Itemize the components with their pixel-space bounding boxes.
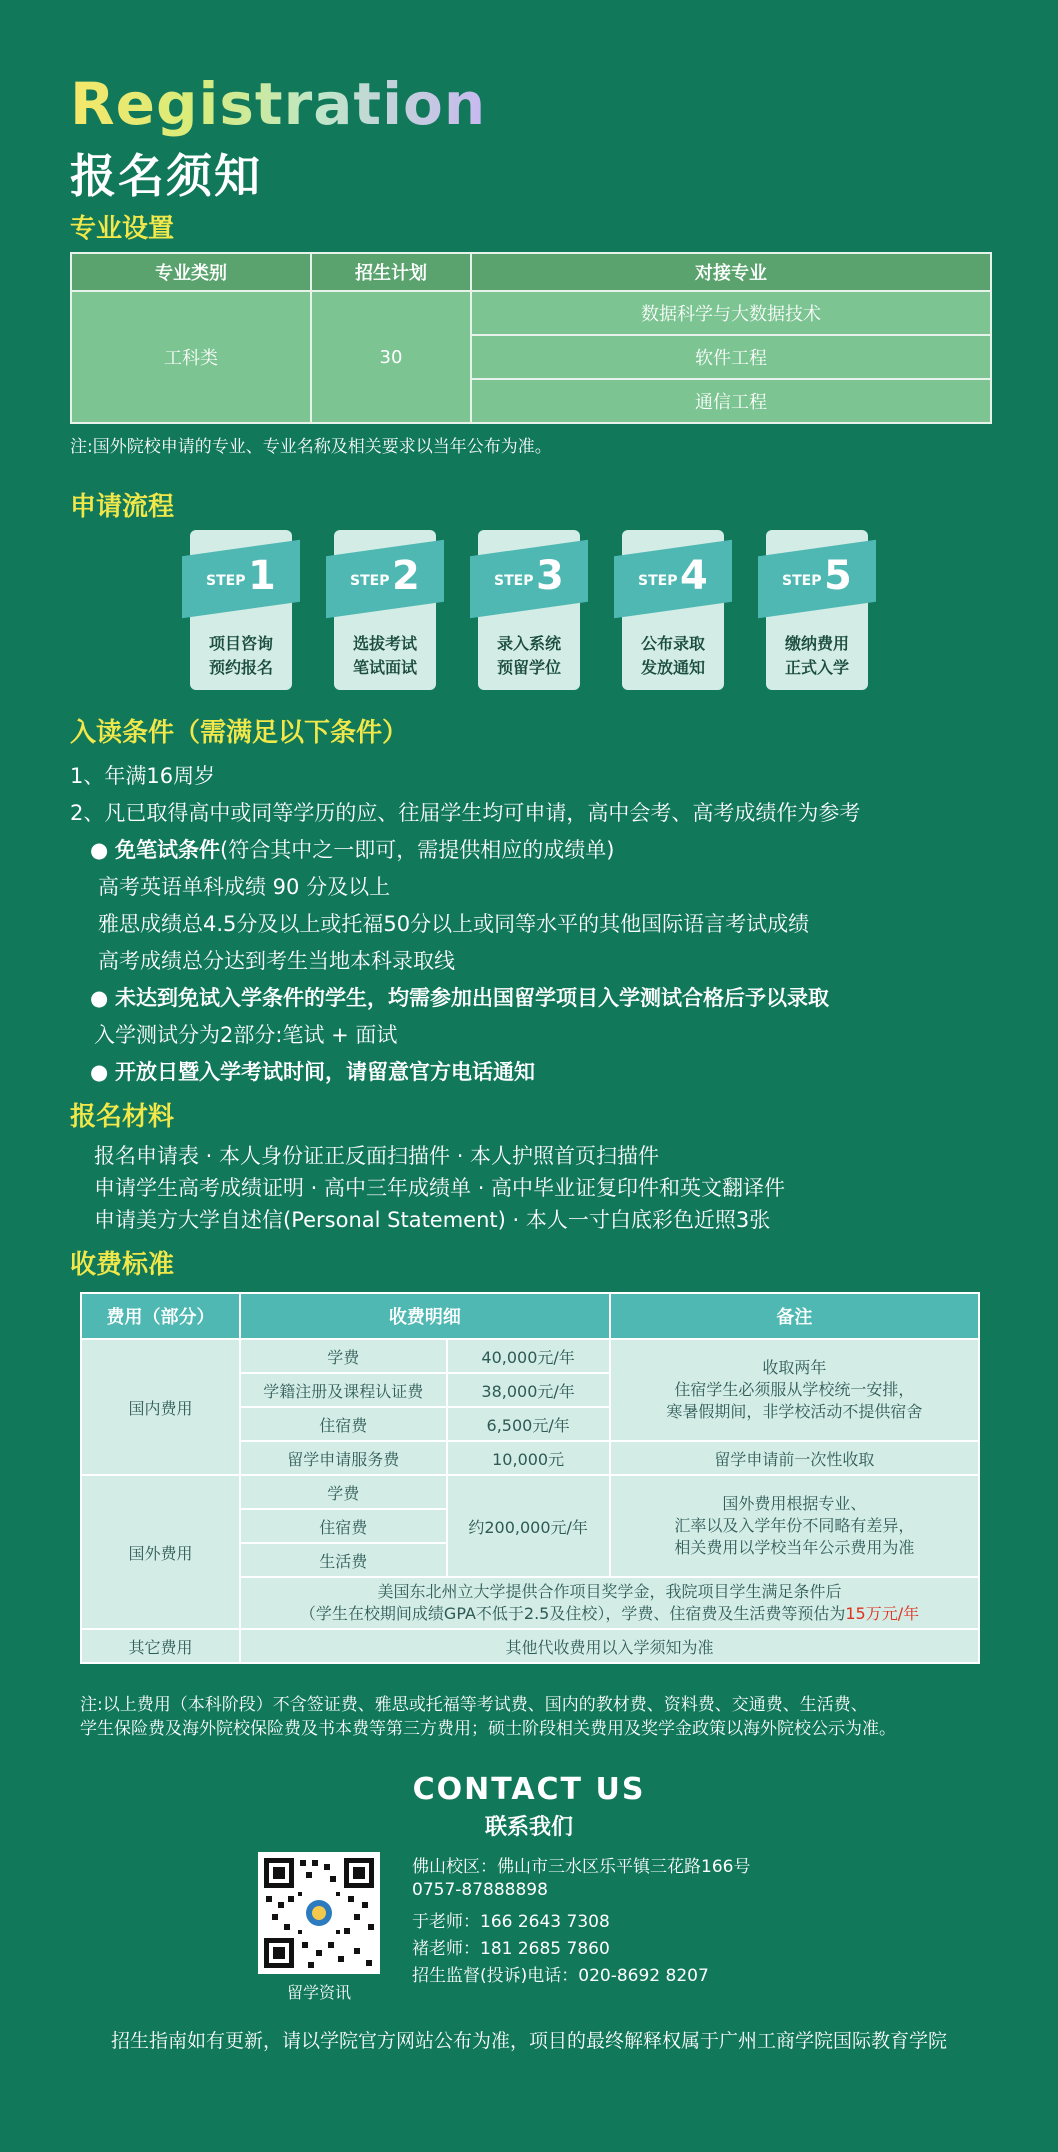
- fees-domestic-remark: [610, 1339, 979, 1441]
- contact-line: 于老师：166 2643 7308: [412, 1912, 610, 1932]
- fees-note-line: 学生保险费及海外院校保险费及书本费等第三方费用；硕士阶段相关费用及奖学金政策以海外院校公示为准。: [80, 1719, 896, 1739]
- condition-line: 入学测试分为2部分:笔试 + 面试: [94, 1023, 398, 1047]
- fee-amount: 38,000元/年: [447, 1373, 610, 1407]
- step-label: [478, 632, 580, 680]
- step-ribbon: [326, 540, 444, 619]
- step-word: STEP: [494, 573, 534, 590]
- contact-line: 褚老师：181 2685 7860: [412, 1939, 610, 1959]
- contact-line: 0757-87888898: [412, 1880, 548, 1900]
- step-label: [766, 632, 868, 680]
- majors-header-majors: 对接专业: [471, 253, 991, 291]
- condition-line: 1、年满16周岁: [70, 764, 216, 788]
- step-label: [334, 632, 436, 680]
- fees-scholarship: [240, 1577, 979, 1629]
- fees-table: [80, 1292, 980, 1664]
- condition-line: 高考英语单科成绩 90 分及以上: [98, 875, 391, 899]
- qr-code-icon: [258, 1852, 380, 1974]
- step-card-2: [334, 530, 436, 690]
- step-word: STEP: [206, 573, 246, 590]
- fee-amount: 40,000元/年: [447, 1339, 610, 1373]
- fees-other-label: 其它费用: [81, 1629, 240, 1663]
- step-number: 2: [391, 553, 420, 600]
- step-word: STEP: [638, 573, 678, 590]
- step-ribbon: [182, 540, 300, 619]
- step-word: STEP: [782, 573, 822, 590]
- step-number: 5: [823, 553, 852, 600]
- condition-bullet-text: 开放日暨入学考试时间，请留意官方电话通知: [115, 1060, 536, 1084]
- step-label-line: 缴纳费用: [784, 634, 849, 653]
- bullet-icon: ●: [90, 986, 109, 1010]
- fees-domestic-label: 国内费用: [81, 1339, 240, 1475]
- material-line: 申请美方大学自述信(Personal Statement) · 本人一寸白底彩色近照3张: [94, 1208, 771, 1232]
- fees-abroad-remark: [610, 1475, 979, 1577]
- step-number: 3: [535, 553, 564, 600]
- condition-line: 2、凡已取得高中或同等学历的应、往届学生均可申请，高中会考、高考成绩作为参考: [70, 801, 861, 825]
- fee-item: 学费: [240, 1475, 446, 1509]
- condition-bullet: [90, 982, 829, 1012]
- bullet-icon: ●: [90, 838, 109, 862]
- major-item: 通信工程: [471, 379, 991, 423]
- step-ribbon: [470, 540, 588, 619]
- scholarship-amount: 15万元/年: [845, 1604, 920, 1623]
- remark-line: 相关费用以学校当年公示费用为准: [674, 1538, 915, 1557]
- majors-header-category: 专业类别: [71, 253, 311, 291]
- section-materials-title: 报名材料: [70, 1102, 175, 1132]
- fee-item: 学费: [240, 1339, 446, 1373]
- condition-line: 雅思成绩总4.5分及以上或托福50分以上或同等水平的其他国际语言考试成绩: [98, 912, 810, 936]
- remark-line: 收取两年: [762, 1358, 827, 1377]
- section-majors-title: 专业设置: [70, 214, 175, 244]
- majors-plan: 30: [311, 291, 471, 423]
- step-number: 4: [679, 553, 708, 600]
- fees-header-type: 费用（部分）: [81, 1293, 240, 1339]
- section-fees-title: 收费标准: [70, 1250, 175, 1280]
- fee-amount: 6,500元/年: [447, 1407, 610, 1441]
- condition-bullet-text: 未达到免试入学条件的学生，均需参加出国留学项目入学测试合格后予以录取: [115, 986, 830, 1010]
- fees-abroad-label: 国外费用: [81, 1475, 240, 1629]
- contact-title-cn: 联系我们: [484, 1815, 573, 1840]
- fee-item: 学籍注册及课程认证费: [240, 1373, 446, 1407]
- step-label-line: 录入系统: [496, 634, 561, 653]
- step-card-3: [478, 530, 580, 690]
- step-label-line: 笔试面试: [352, 658, 417, 677]
- majors-category: 工科类: [71, 291, 311, 423]
- contact-line: 招生监督(投诉)电话：020-8692 8207: [412, 1966, 709, 1986]
- major-item: 软件工程: [471, 335, 991, 379]
- majors-table: [70, 252, 992, 424]
- contact-title-en: CONTACT US: [412, 1772, 646, 1807]
- section-process-title: 申请流程: [70, 492, 175, 522]
- step-word: STEP: [350, 573, 390, 590]
- step-label-line: 公布录取: [640, 634, 705, 653]
- condition-exempt-note: (符合其中之一即可，需提供相应的成绩单): [220, 838, 615, 862]
- step-label: [190, 632, 292, 680]
- qr-label: 留学资讯: [286, 1983, 351, 2002]
- title-cn: 报名须知: [70, 149, 262, 203]
- step-label-line: 预约报名: [208, 658, 273, 677]
- contact-line: 佛山校区：佛山市三水区乐平镇三花路166号: [412, 1857, 751, 1877]
- remark-line: 汇率以及入学年份不同略有差异，: [674, 1516, 915, 1535]
- remark-line: 住宿学生必须服从学校统一安排，: [674, 1380, 915, 1399]
- fees-note-line: 注:以上费用（本科阶段）不含签证费、雅思或托福等考试费、国内的教材费、资料费、交通费、生活费、: [80, 1695, 868, 1715]
- scholarship-text: （学生在校期间成绩GPA不低于2.5及住校），学费、住宿费及生活费等预估为: [299, 1604, 846, 1623]
- step-card-1: [190, 530, 292, 690]
- step-ribbon: [614, 540, 732, 619]
- step-label: [622, 632, 724, 680]
- fee-item: 生活费: [240, 1543, 446, 1577]
- fee-item: 住宿费: [240, 1407, 446, 1441]
- fees-header-remark: 备注: [610, 1293, 979, 1339]
- step-card-5: [766, 530, 868, 690]
- bullet-icon: ●: [90, 1060, 109, 1084]
- step-label-line: 发放通知: [640, 658, 705, 677]
- step-label-line: 选拔考试: [352, 634, 417, 653]
- step-label-line: 项目咨询: [208, 634, 273, 653]
- scholarship-line: [245, 1603, 974, 1625]
- remark-line: 国外费用根据专业、: [722, 1494, 867, 1513]
- step-card-4: [622, 530, 724, 690]
- footer-note: 招生指南如有更新，请以学院官方网站公布为准，项目的最终解释权属于广州工商学院国际教育学院: [110, 2030, 947, 2052]
- fee-item: 住宿费: [240, 1509, 446, 1543]
- majors-note: 注:国外院校申请的专业、专业名称及相关要求以当年公布为准。: [70, 437, 552, 457]
- step-label-line: 正式入学: [784, 658, 849, 677]
- section-conditions-title: 入读条件（需满足以下条件）: [70, 718, 409, 748]
- condition-exempt: [90, 834, 614, 864]
- fees-other-text: 其他代收费用以入学须知为准: [240, 1629, 979, 1663]
- major-item: 数据科学与大数据技术: [471, 291, 991, 335]
- fees-header-detail: 收费明细: [240, 1293, 610, 1339]
- fees-domestic-remark2: 留学申请前一次性收取: [610, 1441, 979, 1475]
- fee-item: 留学申请服务费: [240, 1441, 446, 1475]
- fee-amount: 10,000元: [447, 1441, 610, 1475]
- condition-line: 高考成绩总分达到考生当地本科录取线: [98, 949, 455, 973]
- material-line: 申请学生高考成绩证明 · 高中三年成绩单 · 高中毕业证复印件和英文翻译件: [94, 1176, 786, 1200]
- step-label-line: 预留学位: [496, 658, 561, 677]
- material-line: 报名申请表 · 本人身份证正反面扫描件 · 本人护照首页扫描件: [94, 1144, 660, 1168]
- condition-exempt-label: 免笔试条件: [115, 838, 221, 862]
- remark-line: 寒暑假期间，非学校活动不提供宿舍: [666, 1402, 923, 1421]
- scholarship-line: 美国东北州立大学提供合作项目奖学金，我院项目学生满足条件后: [377, 1582, 842, 1601]
- step-number: 1: [247, 553, 276, 600]
- condition-bullet: [90, 1056, 535, 1086]
- majors-header-plan: 招生计划: [311, 253, 471, 291]
- step-ribbon: [758, 540, 876, 619]
- title-en: Registration: [70, 70, 487, 138]
- fees-abroad-amount: 约200,000元/年: [447, 1475, 610, 1577]
